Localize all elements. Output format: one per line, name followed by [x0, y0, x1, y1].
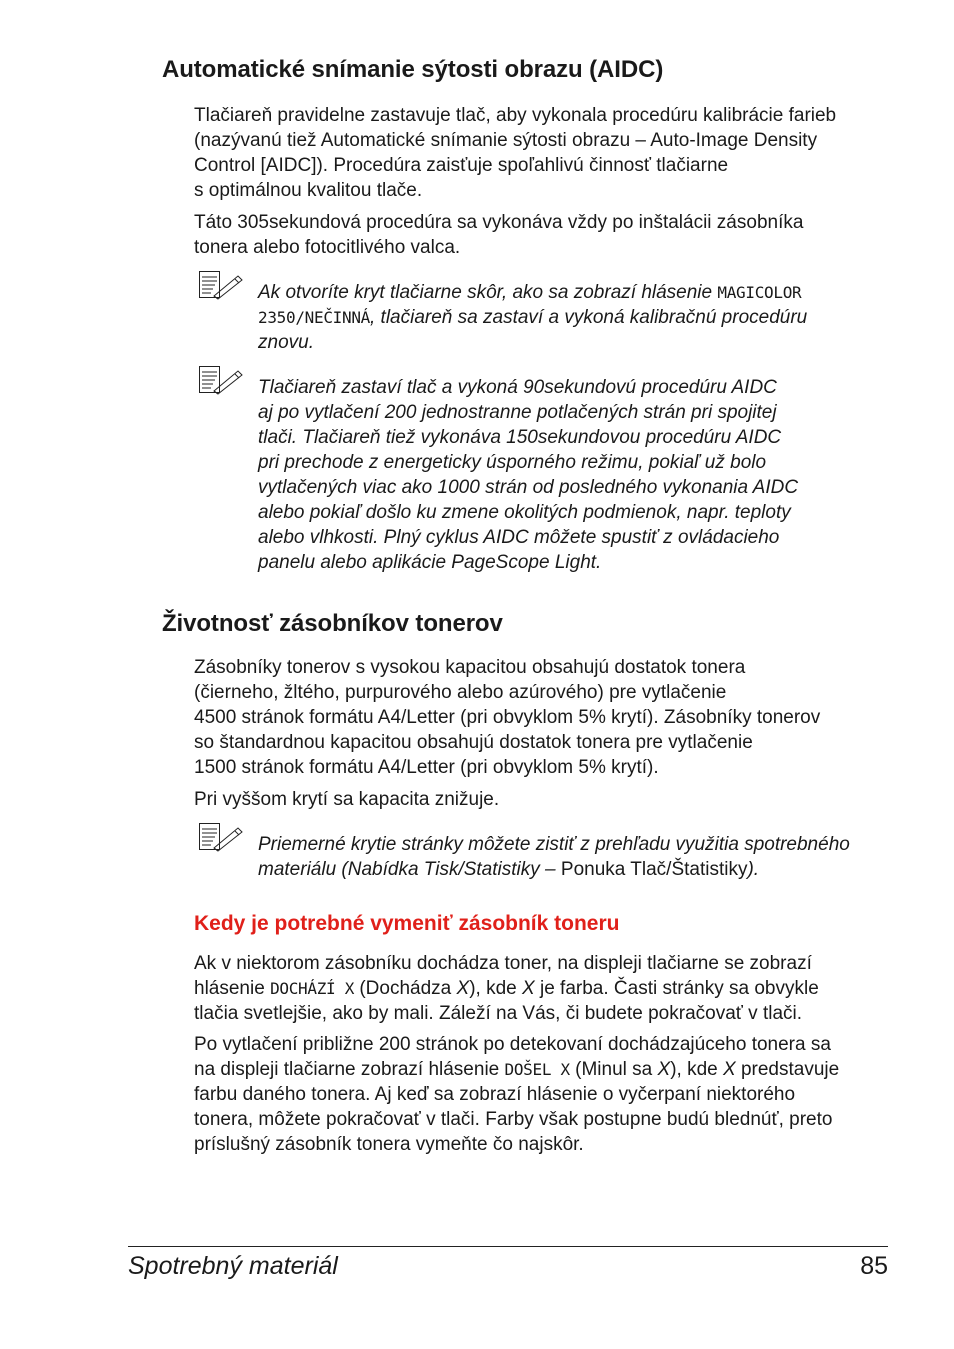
text-line: so štandardnou kapacitou obsahujú dostatok tonera pre vytlačenie — [194, 732, 753, 753]
text-line: tlačia svetlejšie, ako by mali. Záleží na Vás, či budete pokračovať v tlači. — [194, 1003, 803, 1024]
heading-aidc: Automatické snímanie sýtosti obrazu (AIDC) — [162, 56, 664, 83]
text-line: Po vytlačení približne 200 stránok po detekovaní dochádzajúceho tonera sa — [194, 1034, 831, 1055]
text-line: Zásobníky tonerov s vysokou kapacitou obsahujú dostatok tonera — [194, 657, 746, 678]
text-line: Tlačiareň pravidelne zastavuje tlač, aby vykonala procedúru kalibrácie farieb — [194, 105, 837, 126]
text-line: Táto 305sekundová procedúra sa vykonáva vždy po inštalácii zásobníka — [194, 212, 804, 233]
text-line: pri prechode z energeticky úsporného režimu, pokiaľ už bolo — [258, 452, 767, 473]
text-line: 2350/NEČINNÁ, tlačiareň sa zastaví a vykoná kalibračnú procedúru — [258, 307, 808, 328]
subheading-replace-toner: Kedy je potrebné vymeniť zásobník toneru — [194, 912, 620, 935]
note-coverage-statistics — [258, 832, 898, 882]
text-line: (čierneho, žltého, purpurového alebo azúrového) pre vytlačenie — [194, 682, 727, 703]
display-message: DOCHÁZÍ X — [270, 979, 355, 998]
text-line: materiálu (Nabídka Tisk/Statistiky – Ponuka Tlač/Štatistiky). — [258, 859, 760, 880]
text-line: na displeji tlačiarne zobrazí hlásenie DOŠEL X (Minul sa X), kde X predstavuje — [194, 1059, 840, 1080]
text-line: alebo vlhkosti. Plný cyklus AIDC môžete spustiť z ovládacieho — [258, 527, 780, 548]
text-line: hlásenie DOCHÁZÍ X (Dochádza X), kde X je farba. Časti stránky sa obvykle — [194, 978, 819, 999]
paragraph-toner-low — [194, 951, 894, 1026]
text-line: Ak v niektorom zásobníku dochádza toner, na displeji tlačiarne se zobrazí — [194, 953, 812, 974]
paragraph-aidc-duration — [194, 210, 894, 260]
note-aidc-cover — [258, 280, 898, 355]
text-line: Tlačiareň zastaví tlač a vykoná 90sekundovú procedúru AIDC — [258, 377, 777, 398]
display-message: MAGICOLOR — [717, 283, 802, 302]
text-line: 4500 stránok formátu A4/Letter (pri obvyklom 5% krytí). Zásobníky tonerov — [194, 707, 821, 728]
text-line: tonera, môžete pokračovať v tlači. Farby však postupne budú blednúť, preto — [194, 1109, 833, 1130]
text-line: s optimálnou kvalitou tlače. — [194, 180, 423, 201]
text-line: vytlačených viac ako 1000 strán od posledného vykonania AIDC — [258, 477, 799, 498]
text-line: (nazývanú tiež Automatické snímanie sýtosti obrazu – Auto-Image Density — [194, 130, 818, 151]
text-line: znovu. — [258, 332, 314, 353]
text-line: tlači. Tlačiareň tiež vykonáva 150sekundovou procedúru AIDC — [258, 427, 782, 448]
footer-chapter-title: Spotrebný materiál — [128, 1252, 338, 1280]
text-line: 1500 stránok formátu A4/Letter (pri obvyklom 5% krytí). — [194, 757, 659, 778]
display-message: 2350/NEČINNÁ — [258, 308, 370, 327]
text-line: panelu alebo aplikácie PageScope Light. — [258, 552, 602, 573]
text-line: alebo pokiaľ došlo ku zmene okolitých podmienok, napr. teploty — [258, 502, 791, 523]
note-pencil-icon — [198, 270, 244, 302]
text-line: Ak otvoríte kryt tlačiarne skôr, ako sa zobrazí hlásenie MAGICOLOR — [258, 282, 802, 303]
footer-divider — [128, 1246, 888, 1247]
note-pencil-icon — [198, 365, 244, 397]
text-line: aj po vytlačení 200 jednostranne potlačených strán pri spojitej — [258, 402, 777, 423]
text-line: Control [AIDC]). Procedúra zaisťuje spoľahlivú činnosť tlačiarne — [194, 155, 729, 176]
paragraph-aidc-intro — [194, 103, 894, 203]
text-line: tonera alebo fotocitlivého valca. — [194, 237, 461, 258]
text-line: farbu daného tonera. Aj keď sa zobrazí hlásenie o vyčerpaní niektorého — [194, 1084, 796, 1105]
display-message: DOŠEL X — [504, 1060, 570, 1079]
heading-toner-life: Životnosť zásobníkov tonerov — [162, 610, 503, 637]
text-line: Priemerné krytie stránky môžete zistiť z prehľadu využitia spotrebného — [258, 834, 850, 855]
text-line: príslušný zásobník tonera vymeňte čo najskôr. — [194, 1134, 584, 1155]
page-number: 85 — [860, 1252, 888, 1280]
note-aidc-cycle — [258, 375, 898, 575]
paragraph-toner-capacity — [194, 655, 894, 780]
note-pencil-icon — [198, 822, 244, 854]
paragraph-toner-empty — [194, 1032, 894, 1157]
paragraph-coverage: Pri vyššom krytí sa kapacita znižuje. — [194, 789, 500, 810]
